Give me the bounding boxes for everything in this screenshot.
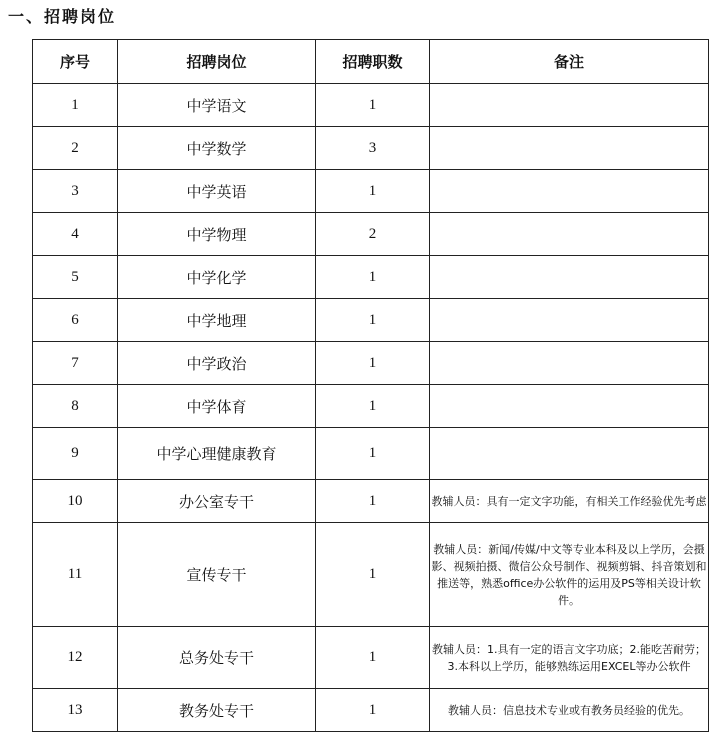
row-count: 2 bbox=[316, 213, 430, 256]
row-note: 教辅人员：1.具有一定的语言文字功底；2.能吃苦耐劳；3.本科以上学历，能够熟练运用EXCEL等办公软件 bbox=[430, 627, 709, 689]
header-index: 序号 bbox=[33, 40, 118, 84]
table-row bbox=[33, 170, 709, 213]
row-index: 11 bbox=[33, 523, 118, 627]
row-count: 3 bbox=[316, 127, 430, 170]
row-count: 1 bbox=[316, 170, 430, 213]
row-index: 10 bbox=[33, 480, 118, 523]
row-index: 3 bbox=[33, 170, 118, 213]
table-row bbox=[33, 299, 709, 342]
row-note bbox=[430, 428, 709, 480]
row-post: 中学地理 bbox=[118, 299, 316, 342]
row-note: 教辅人员：新闻/传媒/中文等专业本科及以上学历，会摄影、视频拍摄、微信公众号制作、视频剪辑、抖音策划和推送等，熟悉office办公软件的运用及PS等相关设计软件。 bbox=[430, 523, 709, 627]
table-row bbox=[33, 84, 709, 127]
table-row bbox=[33, 213, 709, 256]
row-note: 教辅人员：信息技术专业或有教务员经验的优先。 bbox=[430, 689, 709, 732]
row-note bbox=[430, 256, 709, 299]
row-post: 中学物理 bbox=[118, 213, 316, 256]
header-post: 招聘岗位 bbox=[118, 40, 316, 84]
table-row bbox=[33, 428, 709, 480]
row-index: 6 bbox=[33, 299, 118, 342]
row-count: 1 bbox=[316, 523, 430, 627]
row-note bbox=[430, 213, 709, 256]
table-row bbox=[33, 342, 709, 385]
row-index: 13 bbox=[33, 689, 118, 732]
row-note bbox=[430, 127, 709, 170]
row-index: 7 bbox=[33, 342, 118, 385]
row-post: 中学化学 bbox=[118, 256, 316, 299]
row-note bbox=[430, 299, 709, 342]
row-post: 中学数学 bbox=[118, 127, 316, 170]
header-note: 备注 bbox=[430, 40, 709, 84]
row-index: 1 bbox=[33, 84, 118, 127]
table-row bbox=[33, 385, 709, 428]
row-index: 4 bbox=[33, 213, 118, 256]
table-row bbox=[33, 256, 709, 299]
row-index: 9 bbox=[33, 428, 118, 480]
row-note bbox=[430, 170, 709, 213]
row-count: 1 bbox=[316, 299, 430, 342]
row-index: 5 bbox=[33, 256, 118, 299]
row-post: 教务处专干 bbox=[118, 689, 316, 732]
table-row bbox=[33, 480, 709, 523]
row-post: 中学体育 bbox=[118, 385, 316, 428]
section-title: 一、招聘岗位 bbox=[8, 7, 117, 26]
row-count: 1 bbox=[316, 342, 430, 385]
row-post: 办公室专干 bbox=[118, 480, 316, 523]
row-count: 1 bbox=[316, 385, 430, 428]
row-post: 中学心理健康教育 bbox=[118, 428, 316, 480]
row-post: 宣传专干 bbox=[118, 523, 316, 627]
row-index: 12 bbox=[33, 627, 118, 689]
row-index: 2 bbox=[33, 127, 118, 170]
table-header-row bbox=[33, 40, 709, 84]
row-count: 1 bbox=[316, 428, 430, 480]
table-row bbox=[33, 127, 709, 170]
recruitment-table bbox=[32, 39, 709, 732]
row-note bbox=[430, 385, 709, 428]
row-post: 中学语文 bbox=[118, 84, 316, 127]
table-row bbox=[33, 627, 709, 689]
row-note bbox=[430, 84, 709, 127]
table-row bbox=[33, 689, 709, 732]
row-index: 8 bbox=[33, 385, 118, 428]
row-post: 中学政治 bbox=[118, 342, 316, 385]
row-count: 1 bbox=[316, 256, 430, 299]
table-row bbox=[33, 523, 709, 627]
row-post: 中学英语 bbox=[118, 170, 316, 213]
row-count: 1 bbox=[316, 480, 430, 523]
row-note: 教辅人员：具有一定文字功能，有相关工作经验优先考虑 bbox=[430, 480, 709, 523]
header-count: 招聘职数 bbox=[316, 40, 430, 84]
row-count: 1 bbox=[316, 627, 430, 689]
row-count: 1 bbox=[316, 689, 430, 732]
row-post: 总务处专干 bbox=[118, 627, 316, 689]
row-count: 1 bbox=[316, 84, 430, 127]
row-note bbox=[430, 342, 709, 385]
